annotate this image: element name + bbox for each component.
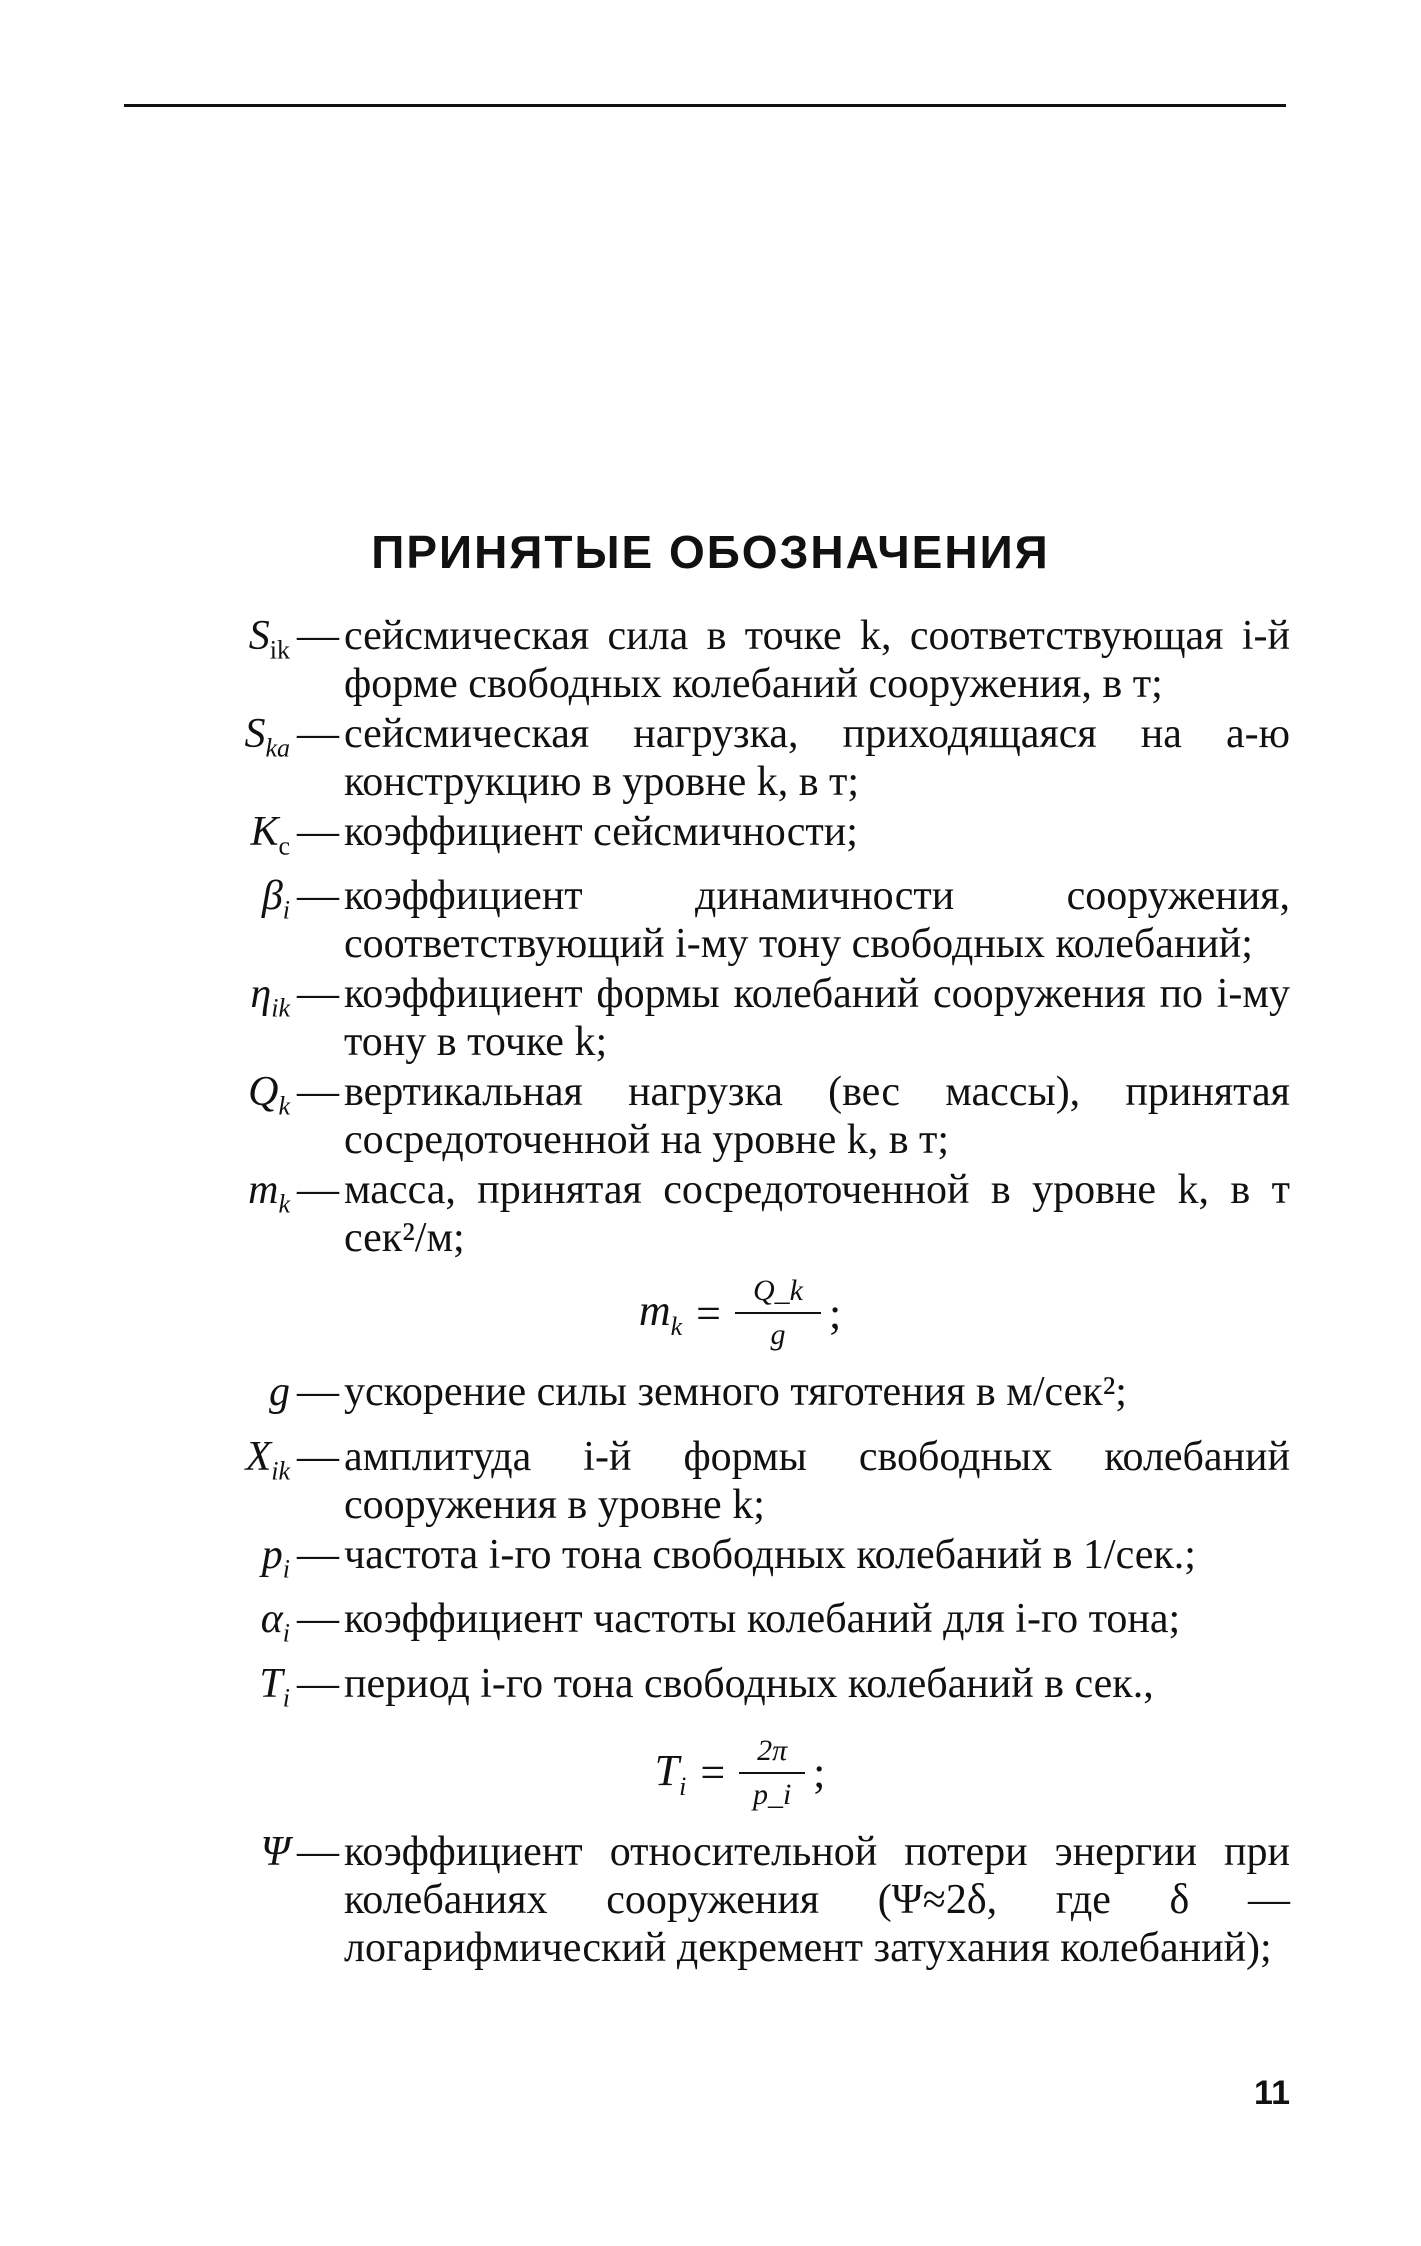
symbol: $p_i$ — [261, 1531, 290, 1584]
notation-list — [150, 612, 1290, 1974]
fraction — [735, 1274, 821, 1352]
formula-mass — [150, 1274, 1290, 1352]
notation-entry — [150, 1531, 1290, 1593]
dash: — — [297, 971, 339, 1018]
formula-end: ; — [813, 1748, 826, 1798]
numerator: 2π — [739, 1734, 805, 1774]
dash: — — [297, 1433, 339, 1480]
notation-entry — [150, 1828, 1290, 1972]
dash: — — [297, 1660, 339, 1707]
denominator: g — [770, 1318, 786, 1352]
symbol: $\eta_{ik}$ — [250, 971, 290, 1023]
definition: амплитуда i-й формы свободных колебаний сооружения в уровне k; — [344, 1433, 1290, 1528]
notation-entry — [150, 1166, 1290, 1262]
notation-entry — [150, 970, 1290, 1066]
dash: — — [297, 1828, 339, 1875]
definition: коэффициент динамичности сооружения, соответствующий i-му тону свободных колебаний; — [344, 873, 1290, 968]
definition: коэффициент частоты колебаний для i-го тона; — [344, 1596, 1181, 1643]
notation-entry — [150, 808, 1290, 870]
symbol: $T_i$ — [259, 1660, 290, 1712]
formula-lhs: $T_i$ — [654, 1745, 687, 1801]
notation-entry — [150, 1368, 1290, 1430]
definition: коэффициент формы колебаний сооружения по i-му тону в точке k; — [344, 971, 1290, 1066]
dash: — — [297, 1069, 339, 1116]
formula-equals: = — [700, 1748, 726, 1798]
dash: — — [297, 1369, 339, 1416]
notation-entry — [150, 1595, 1290, 1657]
symbol: g — [269, 1369, 290, 1416]
notation-entry — [150, 872, 1290, 968]
symbol: $\beta_i$ — [261, 873, 290, 925]
notation-entry — [150, 1433, 1290, 1529]
formula-end: ; — [828, 1288, 842, 1338]
definition: вертикальная нагрузка (вес массы), принятая сосредоточенной на уровне k, в т; — [344, 1069, 1290, 1164]
symbol: $m_k$ — [248, 1167, 290, 1219]
dash: — — [297, 711, 339, 757]
symbol: $\alpha_i$ — [260, 1596, 290, 1648]
formula-lhs: $m_k$ — [638, 1285, 683, 1341]
symbol: $X_{ik}$ — [245, 1433, 290, 1486]
definition: коэффициент сейсмичности; — [344, 809, 858, 855]
dash: — — [297, 1596, 339, 1643]
definition: период i-го тона свободных колебаний в сек., — [344, 1660, 1154, 1707]
page-heading: ПРИНЯТЫЕ ОБОЗНАЧЕНИЯ — [371, 526, 1050, 578]
definition: ускорение силы земного тяготения в м/сек²; — [344, 1369, 1127, 1416]
definition: масса, принятая сосредоточенной в уровне k, в т сек²/м; — [344, 1167, 1290, 1262]
definition: сейсмическая сила в точке k, соответствующая i-й форме свободных колебаний сооружения, в т; — [344, 613, 1290, 707]
dash: — — [297, 809, 339, 855]
numerator: Q_k — [735, 1274, 821, 1314]
symbol: $Q_k$ — [248, 1069, 290, 1121]
symbol: $S_{ka}$ — [244, 711, 290, 763]
dash: — — [297, 1531, 339, 1578]
formula-equals: = — [696, 1288, 721, 1338]
definition: сейсмическая нагрузка, приходящаяся на а-ю конструкцию в уровне k, в т; — [344, 711, 1290, 805]
page-number: 11 — [1254, 2074, 1290, 2112]
dash: — — [297, 613, 339, 659]
symbol: Ψ — [260, 1828, 290, 1875]
notation-entry — [150, 612, 1290, 708]
notation-entry — [150, 1660, 1290, 1722]
dash: — — [297, 873, 339, 920]
definition: частота i-го тона свободных колебаний в 1/сек.; — [344, 1531, 1196, 1578]
notation-entry — [150, 710, 1290, 806]
symbol: $S_{ik}$ — [248, 613, 290, 665]
denominator: p_i — [752, 1777, 792, 1811]
top-rule — [124, 104, 1286, 107]
formula-period — [150, 1734, 1290, 1812]
fraction — [739, 1734, 805, 1812]
dash: — — [297, 1167, 339, 1214]
notation-entry — [150, 1068, 1290, 1164]
definition: коэффициент относительной потери энергии при колебаниях сооружения (Ψ≈2δ, где δ — логарифмический декремент затухания колебаний); — [344, 1828, 1290, 1971]
symbol: $K_c$ — [250, 809, 290, 861]
